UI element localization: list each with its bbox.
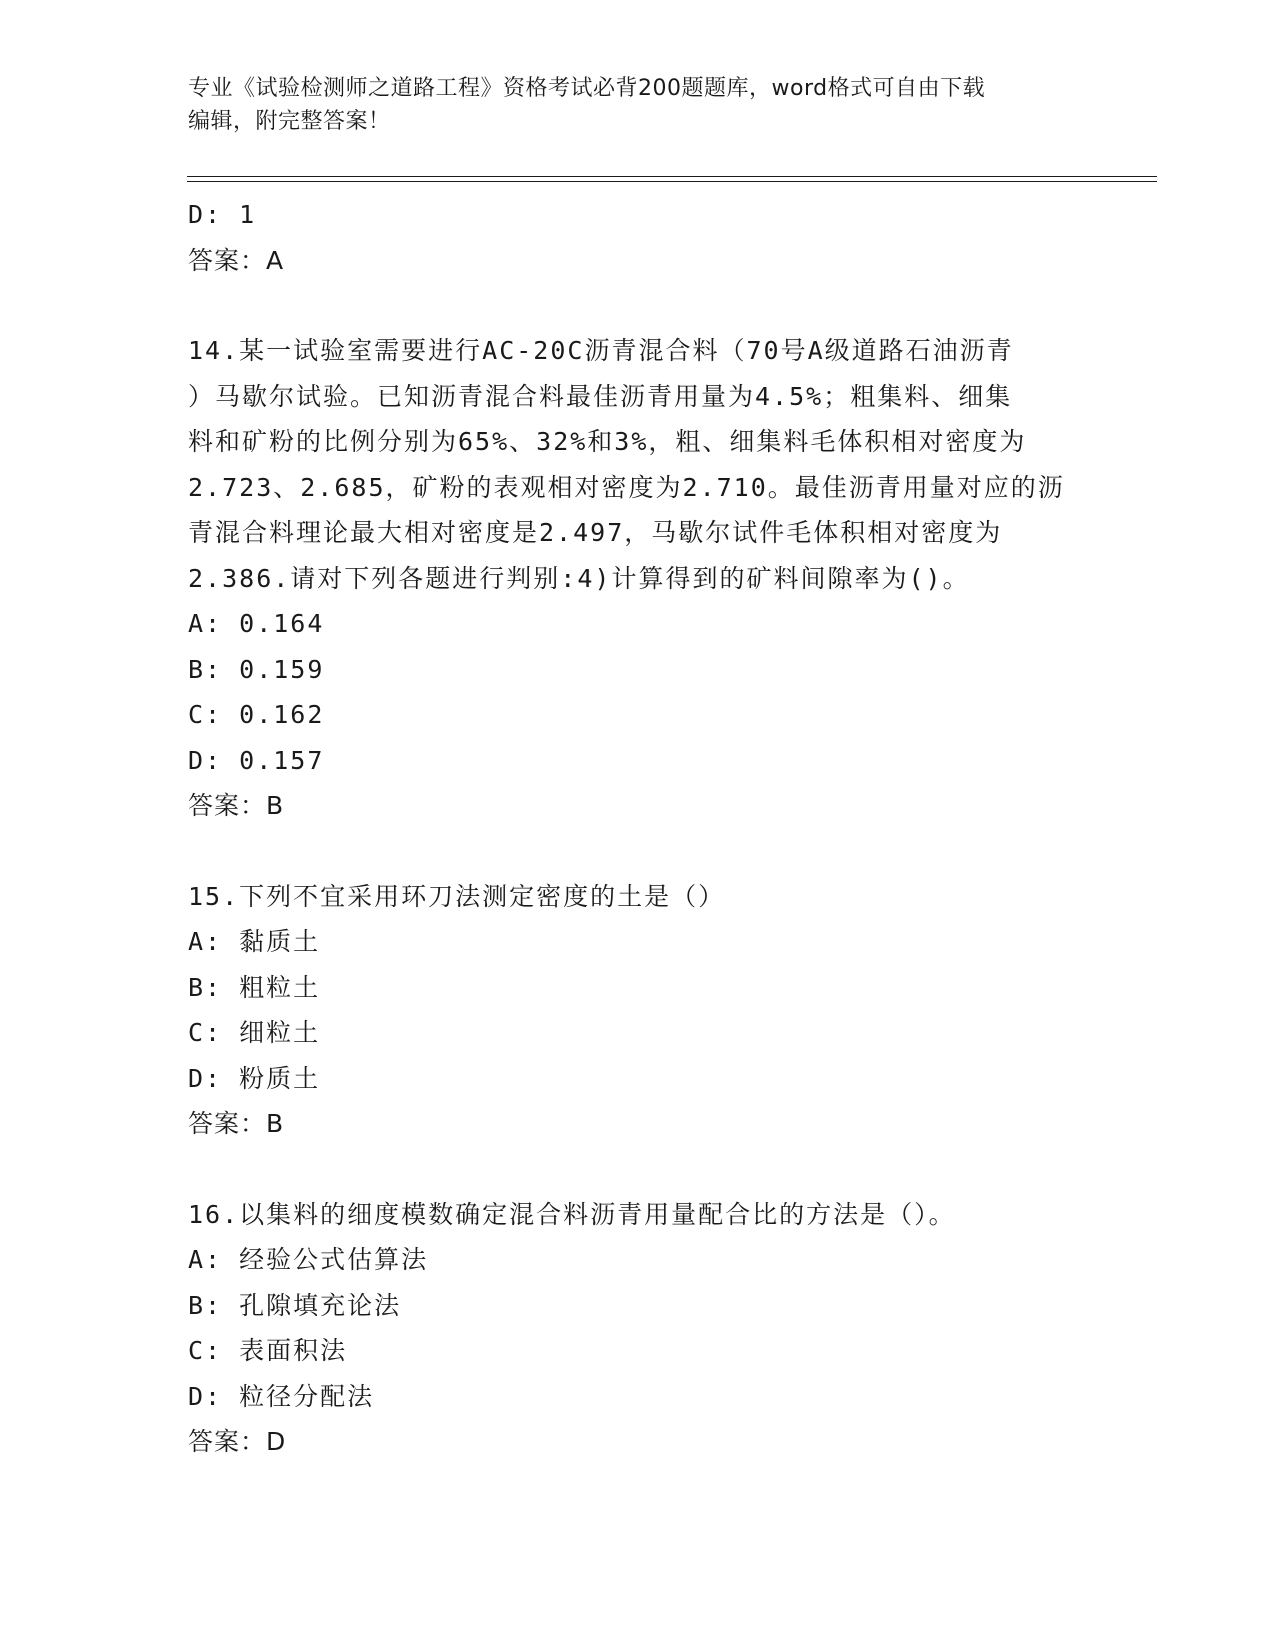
question-stem: 15.下列不宜采用环刀法测定密度的土是（） <box>188 881 726 911</box>
prev-answer: 答案：A <box>188 245 285 275</box>
question-stem: 14.某一试验室需要进行AC-20C沥青混合料（70号A级道路石油沥青 ）马歇尔试验。已知沥青混合料最佳沥青用量为4.5%；粗集料、细集 料和矿粉的比例分别为65%、32%和3%，粗、细集料毛体积相对密度为 2.723、2.685，矿粉的表观相对密度为2.710。最佳沥青用量对应的沥 青混合料理论最大相对密度是2.497，马歇尔试件毛体积相对密度为 2.386.请对下列各题进行判别:4)计算得到的矿料间隙率为()。 <box>188 336 1065 593</box>
document-header <box>188 72 1088 138</box>
option-c: C: 0.162 <box>188 700 325 729</box>
option-c: C: 细粒土 <box>188 1018 321 1047</box>
question-15 <box>188 874 1088 1147</box>
option-a: A: 经验公式估算法 <box>188 1245 429 1274</box>
option-c: C: 表面积法 <box>188 1336 348 1365</box>
option-b: B: 粗粒土 <box>188 972 321 1002</box>
question-16 <box>188 1192 1088 1465</box>
option-b: B: 0.159 <box>188 654 325 684</box>
option-d: D: 粒径分配法 <box>188 1381 375 1411</box>
option-d: D: 粉质土 <box>188 1063 321 1093</box>
answer: 答案：D <box>188 1427 287 1456</box>
header-divider-top <box>187 176 1157 177</box>
document-body <box>188 192 1088 1465</box>
prev-option-d: D: 1 <box>188 200 257 229</box>
header-line-2: 编辑，附完整答案！ <box>188 109 391 134</box>
option-a: A: 0.164 <box>188 609 325 638</box>
header-divider-bottom <box>187 181 1157 182</box>
question-14 <box>188 328 1088 829</box>
option-a: A: 黏质土 <box>188 927 321 956</box>
answer: 答案：B <box>188 791 285 820</box>
answer: 答案：B <box>188 1109 285 1138</box>
header-line-1: 专业《试验检测师之道路工程》资格考试必背200题题库，word格式可自由下载 <box>188 76 986 101</box>
option-b: B: 孔隙填充论法 <box>188 1290 402 1320</box>
option-d: D: 0.157 <box>188 745 325 775</box>
question-stem: 16.以集料的细度模数确定混合料沥青用量配合比的方法是（）。 <box>188 1199 956 1229</box>
